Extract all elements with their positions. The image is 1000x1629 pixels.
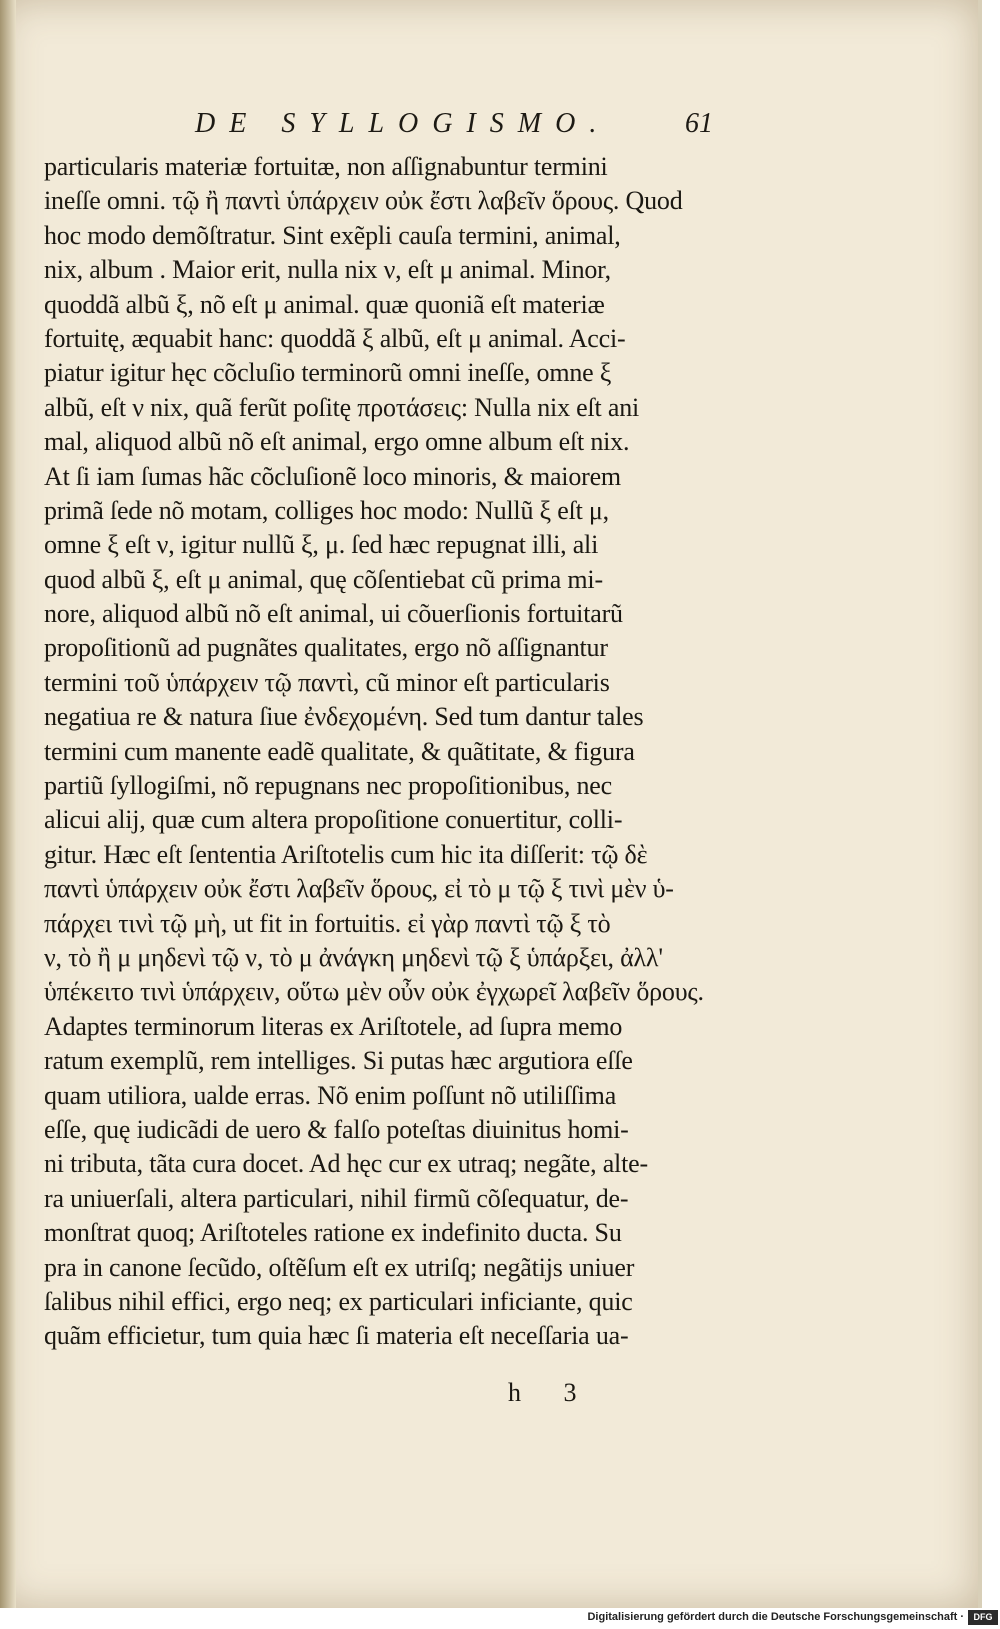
page-header (195, 108, 713, 148)
text-line: ὑπέκειτο τινὶ ὑπάρχειν, οὕτω μὲν οὖν οὐκ ἐγχωρεῖ λαβεῖν ὅρους. (44, 977, 704, 1007)
text-line: hoc modo demõſtratur. Sint exẽpli cauſa termini, animal, (44, 220, 621, 250)
credit-bar (0, 1608, 1000, 1629)
text-line: alicui alij, quæ cum altera propoſitione conuertitur, colli- (44, 805, 623, 835)
text-line: piatur igitur hęc cõcluſio terminorũ omni ineſſe, omne ξ (44, 358, 612, 388)
text-line: termini τοῦ ὑπάρχειν τῷ παντὶ, cũ minor eſt particularis (44, 667, 610, 697)
signature-mark: h 3 (508, 1378, 595, 1407)
text-line: negatiua re & natura ſiue ἐνδεχομένη. Sed tum dantur tales (44, 702, 644, 732)
text-line: omne ξ eſt ν, igitur nullũ ξ, μ. ſed hæc repugnat illi, ali (44, 530, 599, 560)
text-line: ni tributa, tãta cura docet. Ad hęc cur ex utraq; negãte, alte- (44, 1149, 648, 1179)
text-line: ratum exemplũ, rem intelliges. Si putas hæc argutiora eſſe (44, 1046, 633, 1076)
text-line: ineſſe omni. τῷ ἢ παντὶ ὑπάρχειν οὐκ ἔστι λαβεῖν ὅρους. Quod (44, 186, 683, 216)
body-text (44, 150, 704, 1354)
page-edge (978, 0, 982, 1608)
running-head: DE SYLLOGISMO. (195, 108, 611, 139)
text-line: ſalibus nihil effici, ergo neq; ex particulari inficiante, quic (44, 1286, 633, 1316)
text-line: ν, τὸ ἢ μ μηδενὶ τῷ ν, τὸ μ ἀνάγκη μηδενὶ τῷ ξ ὑπάρξει, ἀλλ' (44, 942, 663, 972)
digitization-credit: Digitalisierung gefördert durch die Deutsche Forschungsgemeinschaft · (587, 1611, 964, 1623)
text-line: pra in canone ſecũdo, oſtẽſum eſt ex utriſq; negãtijs uniuer (44, 1252, 635, 1282)
page-gutter (0, 0, 16, 1608)
text-line: monſtrat quoq; Ariſtoteles ratione ex indefinito ducta. Su (44, 1218, 622, 1248)
dfg-logo: DFG (968, 1610, 998, 1625)
text-line: At ſi iam ſumas hãc cõcluſionẽ loco minoris, & maiorem (44, 461, 621, 491)
text-line: primã ſede nõ motam, colliges hoc modo: Nullũ ξ eſt μ, (44, 495, 609, 525)
text-line: nix, album . Maior erit, nulla nix ν, eſt μ animal. Minor, (44, 255, 611, 285)
text-line: termini cum manente eadẽ qualitate, & quãtitate, & figura (44, 736, 635, 766)
text-line: πάρχει τινὶ τῷ μὴ, ut fit in fortuitis. εἰ γὰρ παντὶ τῷ ξ τὸ (44, 908, 611, 938)
text-line: eſſe, quę iudicãdi de uero & falſo poteſtas diuinitus homi- (44, 1114, 629, 1144)
text-line: παντὶ ὑπάρχειν οὐκ ἔστι λαβεῖν ὅρους, εἰ τὸ μ τῷ ξ τινὶ μὲν ὑ- (44, 874, 674, 904)
text-line: Adaptes terminorum literas ex Ariſtotele, ad ſupra memo (44, 1011, 623, 1041)
text-line: albũ, eſt ν nix, quã ferũt poſitę προτάσεις: Nulla nix eſt ani (44, 392, 640, 422)
text-line: quod albũ ξ, eſt μ animal, quę cõſentiebat cũ prima mi- (44, 564, 603, 594)
page-number: 61 (685, 108, 713, 139)
text-line: ra uniuerſali, altera particulari, nihil firmũ cõſequatur, de- (44, 1183, 629, 1213)
text-line: fortuitę, æquabit hanc: quoddã ξ albũ, eſt μ animal. Acci- (44, 323, 626, 353)
text-line: gitur. Hæc eſt ſententia Ariſtotelis cum hic ita diſſerit: τῷ δὲ (44, 839, 648, 869)
text-line: propoſitionũ ad pugnãtes qualitates, ergo nõ aſſignantur (44, 633, 608, 663)
text-line: quam utiliora, ualde erras. Nõ enim poſſunt nõ utiliſſima (44, 1080, 617, 1110)
text-line: quoddã albũ ξ, nõ eſt μ animal. quæ quoniã eſt materiæ (44, 289, 605, 319)
text-line: partiũ ſyllogiſmi, nõ repugnans nec propoſitionibus, nec (44, 771, 612, 801)
text-line: quãm efficietur, tum quia hæc ſi materia eſt neceſſaria ua- (44, 1321, 629, 1351)
text-line: particularis materiæ fortuitæ, non aſſignabuntur termini (44, 152, 608, 181)
text-line: nore, aliquod albũ nõ eſt animal, ui cõuerſionis fortuitarũ (44, 599, 623, 629)
text-line: mal, aliquod albũ nõ eſt animal, ergo omne album eſt nix. (44, 427, 630, 457)
